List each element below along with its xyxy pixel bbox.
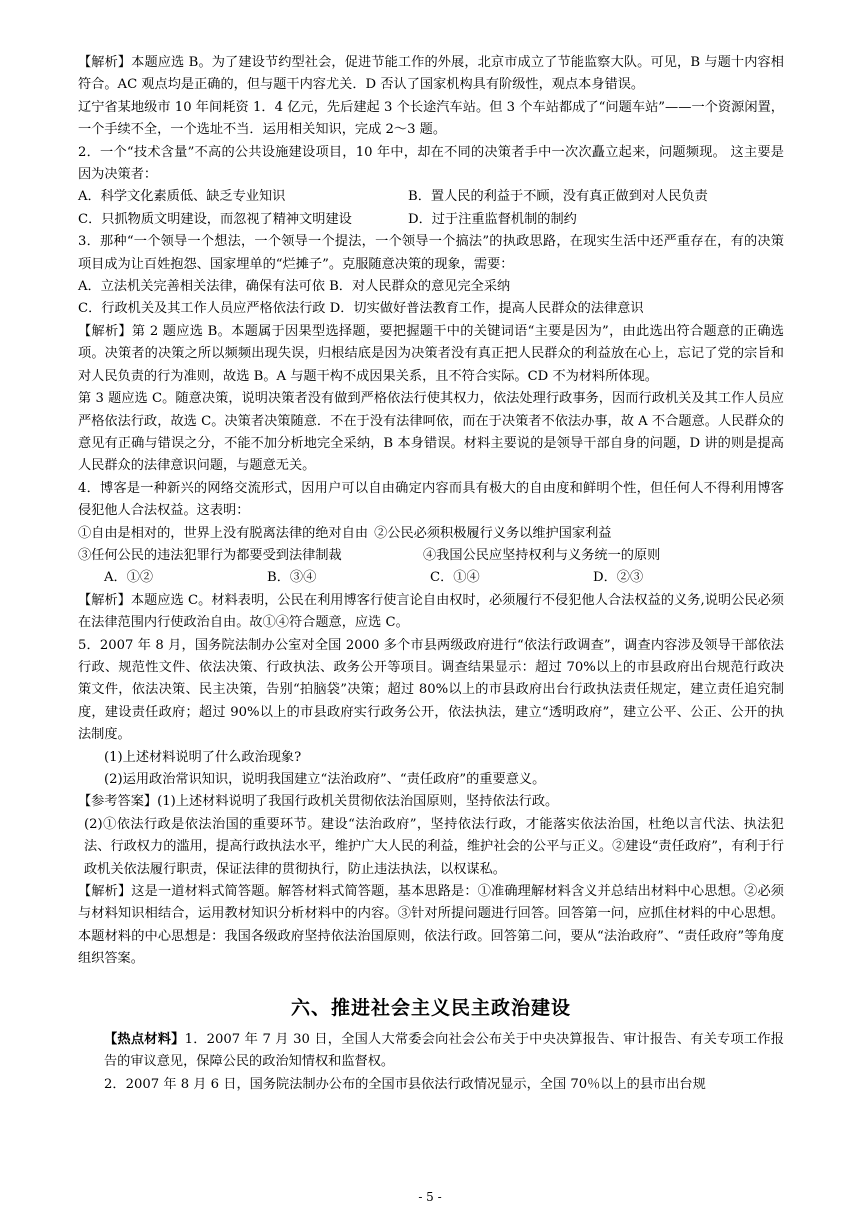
q4-statement-row [78, 523, 784, 545]
q4-statement-row [78, 545, 784, 567]
q3-options-cd: C．行政机关及其工作人员应严格依法行政 D．切实做好普法教育工作，提高人民群众的法律意识 [78, 301, 644, 317]
q4-statement-2: ②公民必须积极履行义务以维护国家利益 [374, 525, 612, 541]
q5-subquestion-2: (2)运用政治常识知识，说明我国建立“法治政府”、“责任政府”的重要意义。 [104, 772, 546, 787]
q4-statement-4: ④我国公民应坚持权利与义务统一的原则 [423, 547, 661, 563]
q5-reference-answer-2: (2)①依法行政是依法治国的重要环节。建设“法治政府”，坚持依法行政，才能落实依法治国，杜绝以言代法、执法犯法、行政权力的滥用，提高行政执法水平，维护广大人民的利益，维护社会的公平与正义。②建设“责任政府”，有利于行政机关依法履行职责，保证法律的贯彻执行，防止违法执法，以权谋私。 [84, 816, 784, 877]
paragraph: 辽宁省某地级市 10 年间耗资 1．4 亿元，先后建起 3 个长途汽车站。但 3 个车站都成了“问题车站”——一个资源闲置，一个手续不全，一个选址不当．运用相关知识，完成 2～3 题。 [78, 99, 784, 138]
analysis-q2: 【解析】第 2 题应选 B。本题属于因果型选择题，要把握题干中的关键词语“主要是因为”，由此选出符合题意的正确选项。决策者的决策之所以频频出现失误，归根结底是因为决策者没有真正把人民群众的利益放在心上，忘记了党的宗旨和对人民负责的行为准则，故选 B。A 与题干构不成因果关系，且不符合实际。CD 不为材料所体现。 [78, 323, 784, 384]
page-number: - 5 - [418, 1190, 442, 1204]
paragraph: 【解析】本题应选 B。为了建设节约型社会，促进节能工作的外展，北京市成立了节能监察大队。可见，B 与题十内容相符合。AC 观点均是正确的，但与题干内容尤关．D 否认了国家机构具有阶级性，观点本身错误。 [78, 55, 784, 93]
q2-option-c: C．只抓物质文明建设，而忽视了精神文明建设 [78, 211, 352, 227]
question-2-stem: 2．一个“技术含量”不高的公共设施建设项目，10 年中，却在不同的决策者手中一次次矗立起来，问题频现。 这主要是因为决策者： [78, 144, 784, 183]
q4-choice-d: D．②③ [593, 570, 644, 586]
q2-option-a: A．科学文化素质低、缺乏专业知识 [78, 189, 286, 205]
section-title: 六、推进社会主义民主政治建设 [290, 996, 571, 1019]
hot-material-label: 【热点材料】 [104, 1032, 185, 1048]
q4-choice-row [78, 567, 784, 589]
question-5-stem: 5．2007 年 8 月，国务院法制办公室对全国 2000 多个市县两级政府进行“依法行政调查”，调查内容涉及领导干部依法行政、规范性文件、依法决策、行政执法、政务公开等项目。调查结果显示：超过 70%以上的市县政府出台规范行政决策文件，依法决策、民主决策，告别“拍脑袋”决策；超过 80%以上的市县政府出台行政执法责任规定，建立责任追究制度，建设责任政府；超过 90%以上的市县政府实行政务公开，依法执法，建立“透明政府”，建立公平、公正、公开的执法制度。 [78, 637, 784, 743]
q5-subquestion-1: (1)上述材料说明了什么政治现象? [104, 749, 302, 765]
q2-option-b: B．置人民的利益于不顾，没有真正做到对人民负责 [408, 189, 708, 205]
hot-material-2: 2．2007 年 8 月 6 日，国务院法制办公布的全国市县依法行政情况显示，全国 70％以上的县市出台规 [104, 1076, 706, 1092]
question-3-stem: 3．那种“一个领导一个想法，一个领导一个提法，一个领导一个搞法”的执政思路，在现实生活中还严重存在，有的决策项目成为让百姓抱怨、国家埋单的“烂摊子”。克服随意决策的现象，需要： [78, 234, 784, 272]
q4-choice-a: A．①② [104, 570, 154, 586]
q4-choice-c: C．①④ [430, 570, 480, 586]
q4-choice-b: B．③④ [267, 570, 317, 586]
q5-reference-answer-1: 【参考答案】(1)上述材料说明了我国行政机关贯彻依法治国原则，坚持依法行政。 [78, 794, 559, 810]
analysis-q4: 【解析】本题应选 C。材料表明，公民在利用博客行使言论自由权时，必须履行不侵犯他人合法权益的义务,说明公民必须在法律范围内行使政治自由。故①④符合题意，应选 C。 [78, 592, 784, 631]
q2-option-row [78, 209, 784, 231]
q3-options-ab: A．立法机关完善相关法律，确保有法可依 B．对人民群众的意见完全采纳 [78, 279, 511, 295]
hot-material-1 [78, 1029, 784, 1074]
q4-statement-1: ①自由是相对的，世界上没有脱离法律的绝对自由 [78, 525, 369, 541]
document-body [78, 52, 784, 1096]
q4-statement-3: ③任何公民的违法犯罪行为都要受到法律制裁 [78, 547, 342, 563]
analysis-q3: 第 3 题应选 C。随意决策，说明决策者没有做到严格依法行使其权力，依法处理行政事务，因而行政机关及其工作人员应严格依法行政，故选 C。决策者决策随意．不在于没有法律呵依，而在于决策者不依法办事，故 A 不合题意。人民群众的意见有正确与错误之分，不能不加分析地完全采纳，B 本身错误。材料主要说的是领导干部自身的问题，D 讲的则是提高人民群众的法律意识问题，与题意无关。 [78, 391, 784, 474]
hot-material-1-text: 1．2007 年 7 月 30 日，全国人大常委会向社会公布关于中央决算报告、审计报告、有关专项工作报告的审议意见，保障公民的政治知情权和监督权。 [104, 1032, 784, 1070]
q2-option-row [78, 186, 784, 208]
q2-option-d: D．过于注重监督机制的制约 [408, 211, 577, 227]
analysis-q5: 【解析】这是一道材料式简答题。解答材料式简答题，基本思路是：①准确理解材料含义并总结出材料中心思想。②必须与材料知识相结合，运用教材知识分析材料中的内容。③针对所提问题进行回答。回答第一问，应抓住材料的中心思想。本题材料的中心思想是：我国各级政府坚持依法治国原则，依法行政。回答第二问，要从“法治政府”、“责任政府”等角度组织答案。 [78, 884, 784, 967]
question-4-stem: 4．博客是一种新兴的网络交流形式，因用户可以自由确定内容而具有极大的自由度和鲜明个性，但任何人不得利用博客侵犯他人合法权益。这表明： [78, 480, 784, 519]
